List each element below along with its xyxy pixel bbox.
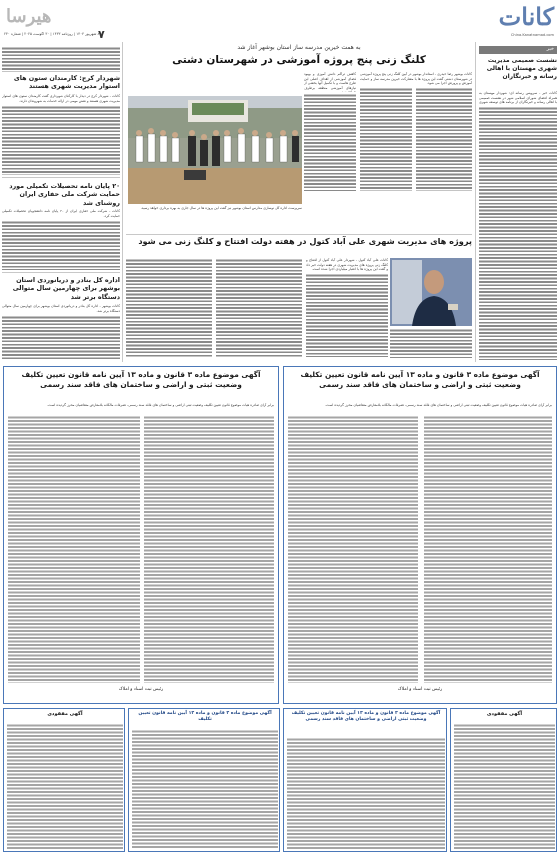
- notice-text: [7, 723, 123, 849]
- portrait-illustration: [390, 258, 472, 326]
- small-notice-3: [128, 708, 280, 852]
- article-text: [416, 87, 472, 191]
- article-text: [390, 328, 472, 358]
- issue-info: ۸ شهریور ۱۴۰۴ | روزنامه ۱۴۳۳ | ۳۰ آگوست ۲۰۲۵ | شماره ۲۳۰: [4, 32, 99, 36]
- photo-caption: سرپرست اداره کل نوسازی مدارس استان بوشهر نیز گفت این پروژه ها در سال جاری به بهره برداری خواهد رسید.: [140, 206, 302, 210]
- article-text: [2, 105, 120, 175]
- small-notice-2: [283, 708, 447, 852]
- headline: کلنگ زنی پنج پروژه آموزشی در شهرستان دشتی: [172, 54, 426, 66]
- small-notice-1: [450, 708, 557, 852]
- small-notice-title: آگهی موضوع ماده ۳ قانون و ماده ۱۳ آیین نامه قانون تعیین تکلیف وضعیت ثبتی اراضی و ساختمان های فاقد سند رسمی: [291, 711, 441, 722]
- small-notice-4: [3, 708, 125, 852]
- groundbreaking-photo: [128, 96, 302, 204]
- small-notice-title: آگهی مفقودی: [486, 711, 523, 717]
- photo-illustration: [128, 96, 302, 204]
- separator: [122, 42, 123, 362]
- notice-text: [287, 737, 445, 849]
- story-body: کانات بوشهر - اداره کل بنادر و دریانوردی استان بوشهر برای چهارمین سال متوالی دستگاه برتر شد.: [2, 304, 120, 313]
- masthead: [0, 0, 560, 46]
- article-body: کانات بوشهر رضا حیدری - استاندار بوشهر در آیین کلنگ زنی پنج پروژه آموزشی در شهرستان دشتی گفت این پروژه ها با مشارکت خیرین مدرسه ساز و حمایت آموزش و پرورش اجرا می شود.: [360, 72, 472, 86]
- small-notice-title: آگهی موضوع ماده ۳ قانون و ماده ۱۳ آیین نامه قانون تعیین تکلیف: [138, 711, 272, 722]
- separator: [2, 272, 120, 273]
- second-headline: پروژه های مدیریت شهری علی آباد کتول در هفته دولت افتتاح و کلنگ زنی می شود: [138, 236, 472, 246]
- story-headline: شهردار کرج: کارمندان ستون های استوار مدیریت شهری هستند: [13, 74, 120, 91]
- notice-text: [8, 415, 140, 683]
- page-number: ۷: [98, 28, 105, 41]
- notice-text: [132, 729, 278, 849]
- story-headline: اداره کل بنادر و دریانوردی استان بوشهر برای چهارمین سال متوالی دستگاه برتر شد: [12, 276, 120, 301]
- notice-text: [424, 415, 552, 683]
- notice-body: برابر آرای صادره هیات موضوع قانون تعیین تکلیف وضعیت ثبتی اراضی و ساختمان های فاقد سند رسمی، تصرفات مالکانه بلامعارض متقاضیان محرز گردیده است.: [325, 403, 552, 407]
- article-text: [360, 87, 412, 191]
- small-notice-title: آگهی مفقودی: [47, 711, 83, 717]
- article-text: [2, 315, 120, 361]
- article-text: [306, 273, 388, 357]
- separator: [2, 177, 120, 178]
- separator: [126, 234, 472, 235]
- separator: [475, 42, 476, 362]
- right-logo-sub: China.Kanatnamad.com: [510, 33, 554, 37]
- notice-text: [454, 723, 555, 849]
- mayor-photo: [390, 258, 472, 326]
- article-text: [216, 258, 302, 358]
- article-text: [304, 93, 356, 191]
- article-text: [126, 258, 212, 358]
- article-body: کانات علی آباد کتول - شهردار علی آباد کتول از افتتاح و کلنگ زنی پروژه های مدیریت شهری در هفته دولت خبر داد و گفت این پروژه ها با اعتبار میلیاردی اجرا شده است.: [306, 258, 388, 272]
- right-column: [479, 44, 557, 362]
- story-headline: ۲۰ پایان نامه تحصیلات تکمیلی مورد حمایت شرکت ملی حفاری ایران روشنای شد: [9, 182, 120, 207]
- article-text: [2, 46, 120, 72]
- right-logo: کانات: [498, 2, 554, 31]
- article-body: کانات خبر - سرویس رسانه ای: شهردار مهستان به همراه اعضای شورای اسلامی شهر در نشست صمیمی با اهالی رسانه و خبرنگاران از برنامه های توسعه شهری: [479, 91, 557, 105]
- left-column: [2, 44, 120, 362]
- story-body: کانات - شهردار کرج در دیدار با کارکنان شهرداری گفت کارمندان ستون های استوار مدیریت شهری هستند و نقش مهمی در ارائه خدمات به شهروندان دارند.: [2, 94, 120, 103]
- kicker: به همت خیرین مدرسه ساز استان بوشهر آغاز شد: [237, 44, 361, 51]
- notice-title: آگهی موضوع ماده ۳ قانون و ماده ۱۳ آیین نامه قانون تعیین تکلیف وضعیت ثبتی و اراضی و ساختمان های فاقد سند رسمی: [21, 370, 261, 389]
- left-logo: هیرسا: [6, 6, 52, 27]
- article-text: [479, 106, 557, 360]
- headline: نشست صمیمی مدیریت شهری مهستان با اهالی رسانه و خبرنگاران: [486, 57, 557, 80]
- notice-signature: رئیس ثبت اسناد و املاک: [118, 687, 164, 692]
- section-tag: خبر: [479, 46, 557, 54]
- notice-text: [144, 415, 274, 683]
- story-body: کانات - شرکت ملی حفاری ایران از ۲۰ پایان نامه دانشجویان تحصیلات تکمیلی حمایت کرد.: [2, 209, 120, 218]
- notice-body: برابر آرای صادره هیات موضوع قانون تعیین تکلیف وضعیت ثبتی اراضی و ساختمان های فاقد سند رسمی، تصرفات مالکانه بلامعارض متقاضیان محرز گردیده است.: [47, 403, 274, 407]
- notice-signature: رئیس ثبت اسناد و املاک: [397, 687, 443, 692]
- notice-left: [3, 366, 279, 704]
- article-text: [2, 220, 120, 270]
- notice-title: آگهی موضوع ماده ۳ قانون و ماده ۱۳ آیین نامه قانون تعیین تکلیف وضعیت ثبتی و اراضی و ساختمان های فاقد سند رسمی: [300, 370, 540, 389]
- notice-text: [288, 415, 418, 683]
- notice-right: [283, 366, 557, 704]
- article-body: کاهش تراکم دانش آموزی و بهبود فضای آموزشی از اهداف اصلی این طرح هاست و با تکمیل آنها بخشی از نیازهای آموزشی منطقه برطرف: [304, 72, 356, 90]
